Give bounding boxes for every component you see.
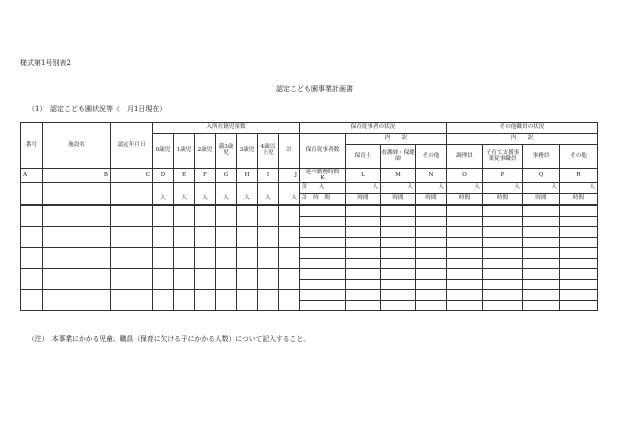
entry-cell[interactable]: [560, 216, 598, 227]
entry-cell[interactable]: [237, 248, 258, 269]
unit-person[interactable]: 人: [195, 194, 216, 205]
code-j: J: [279, 169, 300, 183]
entry-cell[interactable]: [153, 269, 174, 290]
unit-hours[interactable]: 時間: [483, 194, 523, 205]
unit-total-hours[interactable]: 計 時 間: [300, 194, 346, 205]
entry-cell[interactable]: [381, 300, 416, 311]
entry-cell[interactable]: [346, 279, 381, 290]
entry-cell[interactable]: [111, 206, 153, 227]
entry-cell[interactable]: [447, 227, 483, 238]
unit-person[interactable]: 人: [237, 194, 258, 205]
header-cert-date: 認定年月日: [111, 123, 153, 169]
data-cell[interactable]: [43, 183, 111, 194]
code-l: L: [346, 169, 381, 183]
entry-cell[interactable]: [300, 290, 346, 301]
header-cook: 調理員: [447, 145, 483, 169]
entry-cell[interactable]: [416, 258, 447, 269]
data-cell[interactable]: [216, 183, 237, 194]
entry-cell[interactable]: [300, 258, 346, 269]
entry-cell[interactable]: [195, 248, 216, 269]
unit-person[interactable]: 人: [174, 194, 195, 205]
entry-cell[interactable]: [416, 237, 447, 248]
entry-cell[interactable]: [416, 279, 447, 290]
data-cell[interactable]: [279, 183, 300, 194]
entry-cell[interactable]: [43, 269, 111, 290]
entry-cell[interactable]: [523, 227, 560, 238]
data-cell[interactable]: [111, 194, 153, 205]
entry-cell[interactable]: [153, 290, 174, 311]
entry-cell[interactable]: [346, 216, 381, 227]
entry-cell[interactable]: [560, 248, 598, 259]
entry-cell[interactable]: [346, 206, 381, 217]
unit-person[interactable]: 人: [258, 194, 279, 205]
data-cell[interactable]: [153, 183, 174, 194]
entry-cell[interactable]: [523, 279, 560, 290]
entry-cell[interactable]: [447, 290, 483, 301]
header-other: その他: [416, 145, 447, 169]
entry-cell[interactable]: [346, 248, 381, 259]
entry-cell[interactable]: [346, 300, 381, 311]
entry-cell[interactable]: [21, 227, 43, 248]
unit-total-person[interactable]: [300, 183, 346, 194]
entry-cell[interactable]: [300, 227, 346, 238]
entry-cell[interactable]: [523, 237, 560, 248]
unit-hours[interactable]: 時間: [560, 194, 598, 205]
header-breakdown-staff: 内 訳: [447, 134, 598, 145]
entry-cell[interactable]: [279, 227, 300, 248]
entry-cell[interactable]: [560, 258, 598, 269]
entry-cell[interactable]: [483, 269, 523, 280]
header-age0: 0歳児: [153, 134, 174, 169]
entry-cell[interactable]: [416, 248, 447, 259]
code-h: H: [237, 169, 258, 183]
unit-hours[interactable]: 時間: [447, 194, 483, 205]
code-o: O: [447, 169, 483, 183]
entry-cell[interactable]: [279, 248, 300, 269]
entry-cell[interactable]: [560, 300, 598, 311]
unit-person[interactable]: 人: [447, 183, 483, 194]
document-title: 認定こども園事業計画書: [276, 85, 353, 93]
data-cell[interactable]: [21, 183, 43, 194]
unit-label: 計 人: [302, 184, 325, 191]
entry-cell[interactable]: [279, 269, 300, 290]
entry-cell[interactable]: [21, 206, 43, 227]
entry-cell[interactable]: [21, 269, 43, 290]
unit-person[interactable]: 人: [279, 194, 300, 205]
entry-cell[interactable]: [216, 206, 237, 227]
unit-hours[interactable]: 時間: [416, 194, 447, 205]
unit-hours[interactable]: 時間: [346, 194, 381, 205]
entry-cell[interactable]: [195, 290, 216, 311]
unit-hours[interactable]: 時間: [381, 194, 416, 205]
entry-cell[interactable]: [416, 290, 447, 301]
entry-cell[interactable]: [523, 206, 560, 217]
entry-cell[interactable]: [416, 300, 447, 311]
table-row: [21, 227, 598, 238]
entry-cell[interactable]: [21, 290, 43, 311]
header-office: 事務員: [523, 145, 560, 169]
entry-cell[interactable]: [21, 248, 43, 269]
header-childcare-support: 子育て支援事業従事職員: [483, 145, 523, 169]
entry-cell[interactable]: [447, 237, 483, 248]
unit-person[interactable]: 人: [416, 183, 447, 194]
entry-cell[interactable]: [174, 227, 195, 248]
header-older3: 満3歳児: [216, 134, 237, 169]
entry-cell[interactable]: [346, 237, 381, 248]
entry-cell[interactable]: [381, 206, 416, 217]
entry-cell[interactable]: [483, 227, 523, 238]
entry-cell[interactable]: [483, 237, 523, 248]
entry-cell[interactable]: [300, 216, 346, 227]
code-d: D: [153, 169, 174, 183]
code-c: C: [111, 169, 153, 183]
entry-cell[interactable]: [560, 269, 598, 280]
entry-cell[interactable]: [523, 300, 560, 311]
header-enrolled: 入所在籍児童数: [153, 123, 300, 134]
entry-cell[interactable]: [560, 206, 598, 217]
code-r: R: [560, 169, 598, 183]
entry-cell[interactable]: [43, 227, 111, 248]
header-age1: 1歳児: [174, 134, 195, 169]
entry-cell[interactable]: [195, 269, 216, 290]
entry-cell[interactable]: [447, 248, 483, 259]
entry-cell[interactable]: [447, 279, 483, 290]
header-other-staff: その他職員の状況: [447, 123, 598, 134]
entry-cell[interactable]: [447, 216, 483, 227]
entry-cell[interactable]: [381, 216, 416, 227]
entry-cell[interactable]: [346, 227, 381, 238]
extended-hours-label: [300, 169, 346, 183]
entry-cell[interactable]: [279, 206, 300, 227]
entry-cell[interactable]: [560, 290, 598, 301]
data-cell[interactable]: [43, 194, 111, 205]
unit-person[interactable]: 人: [523, 183, 560, 194]
unit-person[interactable]: 人: [346, 183, 381, 194]
entry-rows: [20, 205, 598, 311]
unit-total-person-text: [300, 185, 345, 191]
form-id: 様式第1号別表2: [20, 59, 71, 67]
entry-cell[interactable]: [300, 237, 346, 248]
footnote: （注） 本事業にかかる児童、職員（保育に欠ける子にかかる人数）について記入すること。: [28, 335, 310, 343]
header-age2: 2歳児: [195, 134, 216, 169]
entry-cell[interactable]: [216, 248, 237, 269]
entry-cell[interactable]: [237, 227, 258, 248]
entry-cell[interactable]: [258, 269, 279, 290]
entry-cell[interactable]: [483, 290, 523, 301]
code-p: P: [483, 169, 523, 183]
entry-cell[interactable]: [560, 227, 598, 238]
entry-cell[interactable]: [523, 248, 560, 259]
entry-cell[interactable]: [258, 248, 279, 269]
entry-cell[interactable]: [174, 248, 195, 269]
entry-cell[interactable]: [300, 279, 346, 290]
entry-cell[interactable]: [258, 206, 279, 227]
entry-cell[interactable]: [153, 227, 174, 248]
entry-cell[interactable]: [447, 269, 483, 280]
data-cell[interactable]: [111, 183, 153, 194]
entry-cell[interactable]: [346, 290, 381, 301]
entry-cell[interactable]: [560, 237, 598, 248]
code-a: A: [21, 169, 43, 183]
data-cell[interactable]: [195, 183, 216, 194]
code-n: N: [416, 169, 447, 183]
entry-cell[interactable]: [111, 248, 153, 269]
entry-cell[interactable]: [174, 206, 195, 227]
table-row: [21, 290, 598, 301]
entry-cell[interactable]: [483, 216, 523, 227]
entry-cell[interactable]: [523, 269, 560, 280]
entry-body: [21, 206, 598, 311]
entry-cell[interactable]: [111, 269, 153, 290]
unit-person[interactable]: 人: [560, 183, 598, 194]
entry-cell[interactable]: [279, 290, 300, 311]
entry-cell[interactable]: [237, 290, 258, 311]
header-no: 番号: [21, 123, 43, 169]
entry-cell[interactable]: [416, 206, 447, 217]
table-row: [21, 269, 598, 280]
entry-cell[interactable]: [416, 269, 447, 280]
plan-table: [20, 122, 598, 205]
unit-person[interactable]: 人: [483, 183, 523, 194]
entry-cell[interactable]: [381, 290, 416, 301]
entry-cell[interactable]: [216, 290, 237, 311]
entry-cell[interactable]: [447, 258, 483, 269]
table-row: [21, 248, 598, 259]
header-caregivers: 保育従事者の状況: [300, 123, 447, 134]
entry-cell[interactable]: [153, 248, 174, 269]
section-heading: （1） 認定こども園状況等（ 月1日現在）: [28, 105, 167, 113]
entry-cell[interactable]: [381, 258, 416, 269]
unit-person[interactable]: 人: [216, 194, 237, 205]
entry-cell[interactable]: [300, 248, 346, 259]
entry-cell[interactable]: [216, 269, 237, 290]
code-q: Q: [523, 169, 560, 183]
entry-cell[interactable]: [216, 227, 237, 248]
entry-cell[interactable]: [560, 279, 598, 290]
entry-cell[interactable]: [483, 248, 523, 259]
data-cell[interactable]: [21, 194, 43, 205]
data-cell[interactable]: [258, 183, 279, 194]
entry-cell[interactable]: [523, 258, 560, 269]
header-nursery-teacher: 保育士: [346, 145, 381, 169]
entry-cell[interactable]: [237, 206, 258, 227]
entry-cell[interactable]: [447, 206, 483, 217]
entry-cell[interactable]: [483, 258, 523, 269]
entry-cell[interactable]: [416, 216, 447, 227]
header-staff-other: その他: [560, 145, 598, 169]
header-facility: 施設名: [43, 123, 111, 169]
entry-cell[interactable]: [483, 300, 523, 311]
data-cell[interactable]: [174, 183, 195, 194]
entry-cell[interactable]: [174, 269, 195, 290]
header-age3: 3歳児: [237, 134, 258, 169]
entry-cell[interactable]: [300, 300, 346, 311]
entry-cell[interactable]: [43, 206, 111, 227]
header-age4: 4歳以上児: [258, 134, 279, 169]
code-f: F: [195, 169, 216, 183]
entry-cell[interactable]: [43, 290, 111, 311]
entry-cell[interactable]: [523, 290, 560, 301]
header-nurse: 看護師・保健師: [381, 145, 416, 169]
entry-cell[interactable]: [523, 216, 560, 227]
entry-cell[interactable]: [300, 269, 346, 280]
entry-cell[interactable]: [447, 300, 483, 311]
entry-cell[interactable]: [483, 206, 523, 217]
header-breakdown: 内 訳: [346, 134, 447, 145]
code-m: M: [381, 169, 416, 183]
entry-cell[interactable]: [346, 258, 381, 269]
entry-cell[interactable]: [381, 279, 416, 290]
entry-cell[interactable]: [195, 227, 216, 248]
data-cell[interactable]: [237, 183, 258, 194]
facility-plan-table: [20, 122, 598, 311]
entry-cell[interactable]: [153, 206, 174, 227]
entry-cell[interactable]: [381, 227, 416, 238]
unit-hours[interactable]: 時間: [523, 194, 560, 205]
code-e: E: [174, 169, 195, 183]
entry-cell[interactable]: [483, 279, 523, 290]
entry-cell[interactable]: [258, 227, 279, 248]
table-row: [21, 206, 598, 217]
entry-cell[interactable]: [381, 237, 416, 248]
entry-cell[interactable]: [237, 269, 258, 290]
entry-cell[interactable]: [381, 269, 416, 280]
entry-cell[interactable]: [346, 269, 381, 280]
entry-cell[interactable]: [174, 290, 195, 311]
extended-hours-text: 延べ勤務時間: [305, 168, 340, 175]
code-g: G: [216, 169, 237, 183]
unit-person[interactable]: 人: [381, 183, 416, 194]
unit-person[interactable]: 人: [153, 194, 174, 205]
header-caregiver-count: 保育従事者数: [300, 134, 346, 169]
entry-cell[interactable]: [43, 248, 111, 269]
entry-cell[interactable]: [111, 227, 153, 248]
code-b: B: [43, 169, 111, 183]
entry-cell[interactable]: [416, 227, 447, 238]
header-total: 計: [279, 134, 300, 169]
code-k: K: [320, 174, 325, 181]
entry-cell[interactable]: [300, 206, 346, 217]
entry-cell[interactable]: [111, 290, 153, 311]
entry-cell[interactable]: [195, 206, 216, 227]
entry-cell[interactable]: [381, 248, 416, 259]
code-i: I: [258, 169, 279, 183]
entry-cell[interactable]: [258, 290, 279, 311]
